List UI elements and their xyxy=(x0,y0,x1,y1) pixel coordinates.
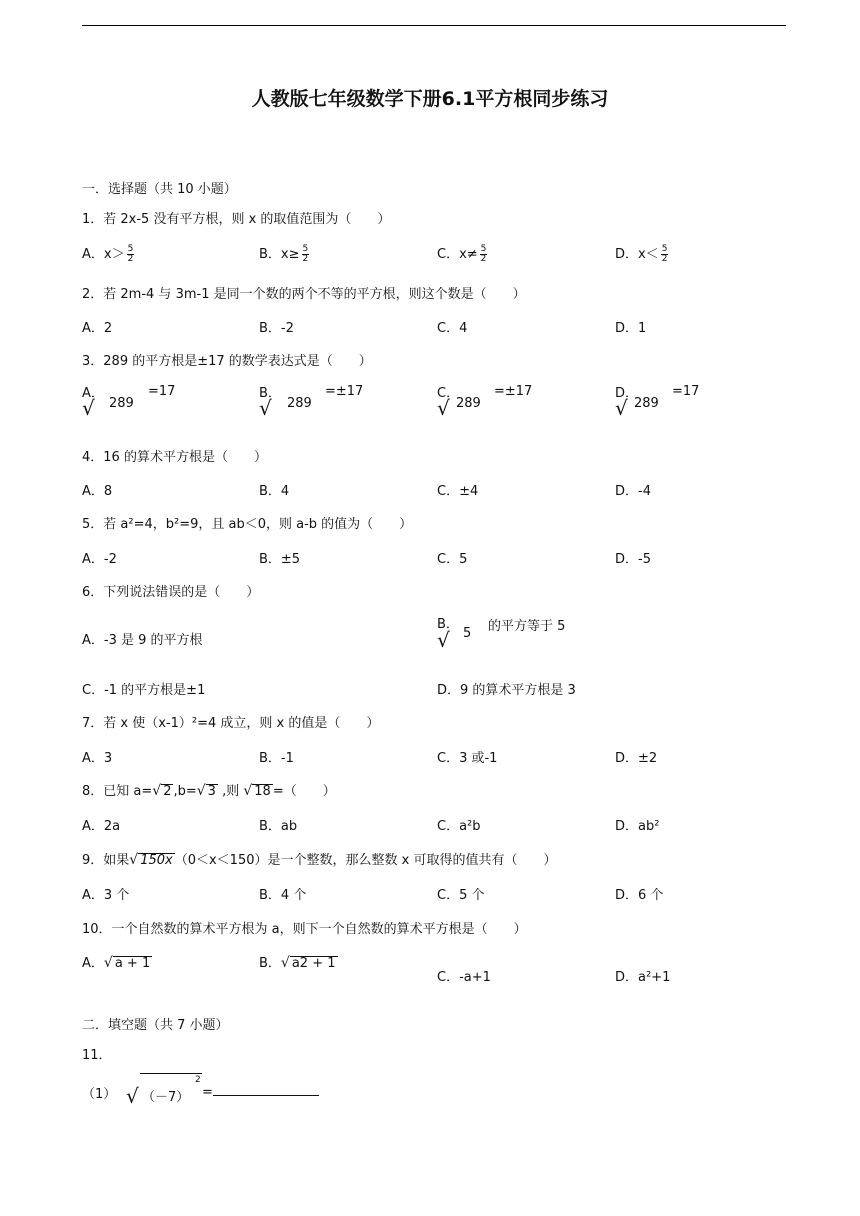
q8-option-b: B．ab xyxy=(259,819,298,834)
q4-option-b: B．4 xyxy=(259,484,290,499)
q5-option-c: C．5 xyxy=(437,552,468,567)
fraction: $\frac{5}{2}$ xyxy=(661,244,668,264)
radical-bar xyxy=(140,1073,202,1074)
q7-option-d: D．±2 xyxy=(615,751,658,766)
q4-option-a: A．8 xyxy=(82,484,113,499)
question-7: 7．若 x 使（x-1）²=4 成立，则 x 的值是（ ） xyxy=(82,716,380,731)
sqrt-sign: √ xyxy=(437,628,450,652)
q5-option-a: A．-2 xyxy=(82,552,117,567)
section-choice-heading: 一．选择题（共 10 小题） xyxy=(82,182,237,197)
sqrt-sign: √ xyxy=(243,783,253,799)
q3-option-b-value: =±17 xyxy=(325,384,364,399)
sqrt-sign: √ xyxy=(82,396,95,420)
q9-option-a: A．3 个 xyxy=(82,888,130,903)
sqrt-sign: √ xyxy=(280,955,290,971)
question-8: 8．已知 a=√ 2 ,b=√ 3 ,则 √ 18 =（ ） xyxy=(82,783,336,799)
q10-option-c: C．-a+1 xyxy=(437,970,491,985)
question-11-label: 11． xyxy=(82,1048,112,1063)
question-9: 9．如果√ 150x （0＜x＜150）是一个整数，那么整数 x 可取得的值共有（ ） xyxy=(82,852,557,868)
header-rule xyxy=(82,25,786,26)
q7-option-b: B．-1 xyxy=(259,751,294,766)
question-10: 10．一个自然数的算术平方根为 a，则下一个自然数的算术平方根是（ ） xyxy=(82,922,527,937)
fraction: $\frac{5}{2}$ xyxy=(127,244,134,264)
question-4: 4．16 的算术平方根是（ ） xyxy=(82,450,267,465)
question-1: 1．若 2x-5 没有平方根，则 x 的取值范围为（ ） xyxy=(82,212,391,227)
q3-option-d-value: =17 xyxy=(672,384,700,399)
q11-exponent: 2 xyxy=(195,1075,201,1085)
q9-option-c: C．5 个 xyxy=(437,888,485,903)
q3-option-a-label: A． xyxy=(82,386,104,401)
q10-option-d: D．a²+1 xyxy=(615,970,671,985)
question-5: 5．若 a²=4，b²=9，且 ab＜0，则 a-b 的值为（ ） xyxy=(82,517,413,532)
q6-option-b-text: 的平方等于 5 xyxy=(488,619,566,634)
sqrt-sign: √ xyxy=(129,852,139,868)
q6-option-c: C．-1 的平方根是±1 xyxy=(82,683,206,698)
sqrt-sign: √ xyxy=(259,396,272,420)
q2-option-a: A．2 xyxy=(82,321,113,336)
q10-option-b: B．√ a2 + 1 xyxy=(259,955,336,971)
q7-option-a: A．3 xyxy=(82,751,113,766)
q8-option-a: A．2a xyxy=(82,819,121,834)
q7-option-c: C．3 或-1 xyxy=(437,751,498,766)
q6-option-d: D．9 的算术平方根是 3 xyxy=(437,683,576,698)
q3-radicand: 289 xyxy=(456,396,481,411)
sqrt-sign: √ xyxy=(152,783,162,799)
q3-option-a-value: =17 xyxy=(148,384,176,399)
q1-option-c: C．x≠ $\frac{5}{2}$ xyxy=(437,244,487,264)
q10-option-a: A．√ a + 1 xyxy=(82,955,151,971)
question-2: 2．若 2m-4 与 3m-1 是同一个数的两个不等的平方根，则这个数是（ ） xyxy=(82,287,526,302)
q3-option-d-label: D． xyxy=(615,386,639,401)
sqrt-sign: √ xyxy=(615,396,628,420)
answer-blank[interactable] xyxy=(213,1083,319,1096)
q9-option-b: B．4 个 xyxy=(259,888,307,903)
q3-radicand: 289 xyxy=(287,396,312,411)
sqrt-sign: √ xyxy=(103,955,113,971)
q1-option-a: A．x＞ $\frac{5}{2}$ xyxy=(82,244,134,264)
q2-option-b: B．-2 xyxy=(259,321,294,336)
question-3: 3．289 的平方根是±17 的数学表达式是（ ） xyxy=(82,354,372,369)
q5-option-b: B．±5 xyxy=(259,552,301,567)
q1-option-d: D．x＜ $\frac{5}{2}$ xyxy=(615,244,668,264)
q2-option-c: C．4 xyxy=(437,321,468,336)
q8-option-d: D．ab² xyxy=(615,819,660,834)
q6-b-radicand: 5 xyxy=(463,626,472,641)
q11-answer: = xyxy=(202,1083,319,1100)
section-fill-heading: 二．填空题（共 7 小题） xyxy=(82,1018,229,1033)
q8-option-c: C．a²b xyxy=(437,819,481,834)
q11-part-1-label: （1） xyxy=(82,1087,117,1102)
fraction: $\frac{5}{2}$ xyxy=(480,244,487,264)
q4-option-c: C．±4 xyxy=(437,484,479,499)
sqrt-sign: √ xyxy=(196,783,206,799)
q11-radicand: （－7） xyxy=(142,1090,190,1105)
q5-option-d: D．-5 xyxy=(615,552,651,567)
q3-radicand: 289 xyxy=(109,396,134,411)
fraction: $\frac{5}{2}$ xyxy=(302,244,309,264)
q1-option-b: B．x≥ $\frac{5}{2}$ xyxy=(259,244,309,264)
q6-option-a: A．-3 是 9 的平方根 xyxy=(82,633,203,648)
q3-option-c-label: C． xyxy=(437,386,460,401)
page-title: 人教版七年级数学下册6.1平方根同步练习 xyxy=(251,88,609,110)
q9-option-d: D．6 个 xyxy=(615,888,664,903)
q6-option-b-label: B． xyxy=(437,617,459,632)
q2-option-d: D．1 xyxy=(615,321,647,336)
q3-radicand: 289 xyxy=(634,396,659,411)
sqrt-sign: √ xyxy=(126,1084,139,1108)
q3-option-b-label: B． xyxy=(259,386,281,401)
question-6: 6．下列说法错误的是（ ） xyxy=(82,585,260,600)
sqrt-sign: √ xyxy=(437,396,450,420)
q4-option-d: D．-4 xyxy=(615,484,651,499)
q3-option-c-value: =±17 xyxy=(494,384,533,399)
